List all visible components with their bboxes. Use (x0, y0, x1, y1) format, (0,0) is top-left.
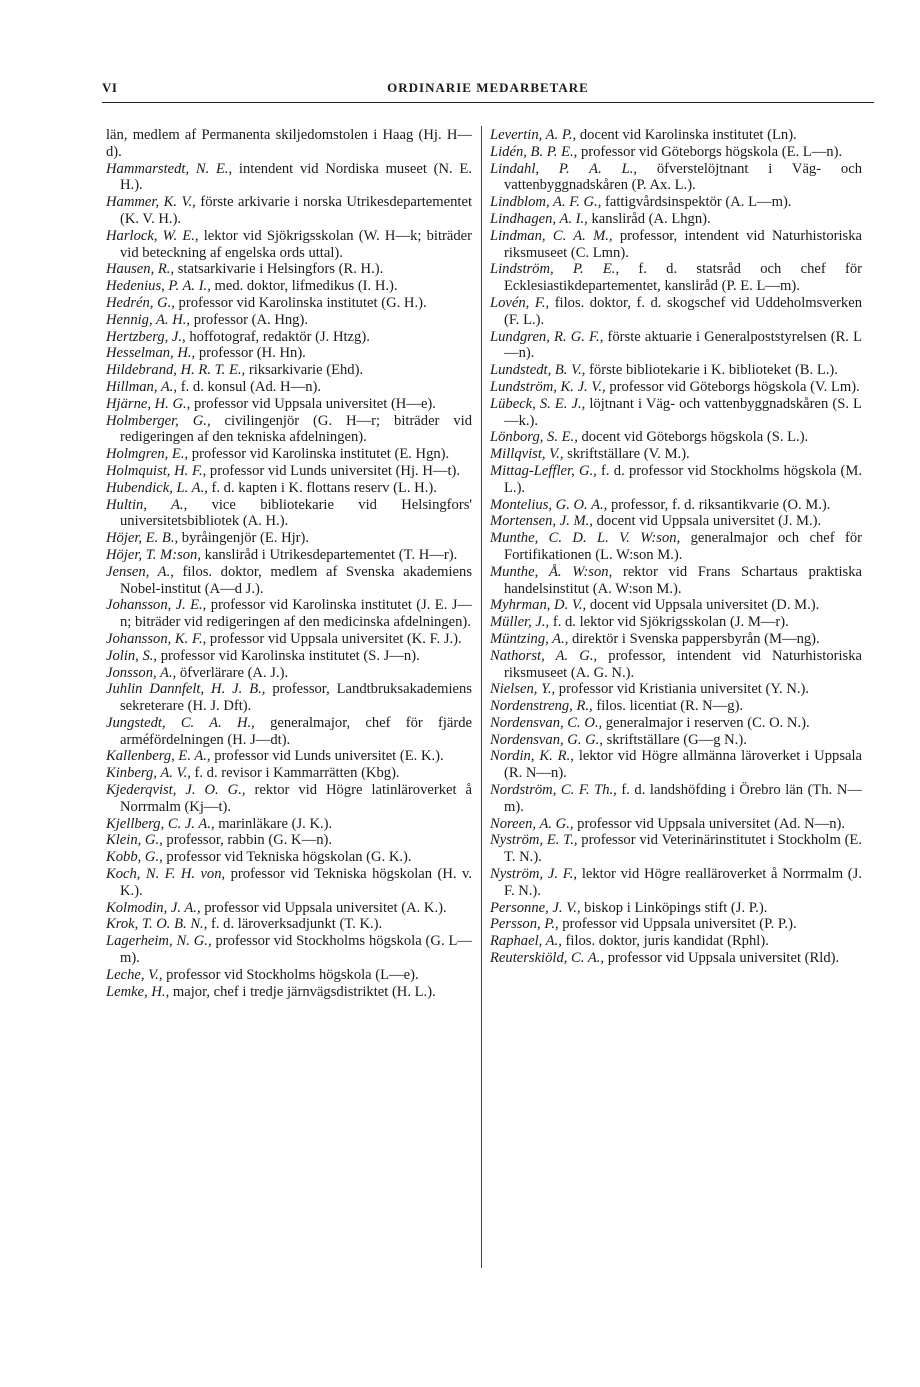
contributor-description: kansliråd (A. Lhgn). (587, 210, 711, 227)
contributor-entry (106, 597, 472, 631)
contributor-entry (490, 530, 862, 564)
contributor-entry (490, 698, 862, 715)
contributor-entry (490, 329, 862, 363)
contributor-description: docent vid Uppsala universitet (D. M.). (586, 597, 820, 614)
contributor-description: civilingenjör (G. H—r; biträder vid redigeringen af den tekniska afdelningen). (120, 412, 473, 446)
contributor-name: Levertin, A. P., (490, 127, 577, 143)
contributor-name: Lidén, B. P. E., (490, 143, 578, 160)
contributor-entry (106, 127, 472, 161)
contributor-name: Kjederqvist, J. O. G., (106, 782, 246, 799)
left-column (106, 127, 472, 1000)
contributor-name: Hjärne, H. G., (106, 395, 191, 412)
contributor-name: Jolin, S., (106, 647, 158, 664)
contributor-name: Reuterskiöld, C. A., (490, 950, 605, 967)
contributor-description: skriftställare (V. M.). (563, 446, 690, 463)
contributor-entry (106, 446, 472, 463)
contributor-name: Lundstedt, B. V., (490, 362, 586, 379)
contributor-entry (490, 900, 862, 917)
contributor-entry (106, 984, 472, 1001)
contributor-name: Hesselman, H., (106, 345, 196, 362)
contributor-description: förste arkivarie i norska Utrikesdepartementet (K. V. H.). (120, 194, 472, 227)
contributor-description: marinläkare (J. K.). (214, 815, 333, 832)
contributor-name: Kallenberg, E. A., (106, 748, 211, 765)
contributor-name: Holmquist, H. F., (106, 462, 207, 479)
contributor-entry (106, 648, 472, 665)
contributor-entry (490, 715, 862, 732)
contributor-entry (490, 597, 862, 614)
right-column (490, 127, 862, 967)
contributor-name: Lindhagen, A. I., (490, 210, 588, 227)
contributor-name: Lindström, P. E., (490, 261, 620, 278)
contributor-entry (490, 211, 862, 228)
contributor-description: direktör i Svenska pappersbyrån (M—ng). (568, 630, 820, 647)
contributor-entry (490, 631, 862, 648)
contributor-name: Nordensvan, C. O., (490, 714, 603, 731)
contributor-description: rektor vid Frans Schartaus praktiska handelsinstitut (A. W:son M.). (504, 563, 862, 597)
contributor-description: filos. doktor, medlem af Svenska akademiens Nobel-institut (A—d J.). (120, 563, 472, 597)
contributor-name: Lindahl, P. A. L., (490, 160, 637, 177)
contributor-description: professor vid Uppsala universitet (Ad. N—n). (573, 815, 846, 832)
contributor-description: löjtnant i Väg- och vattenbyggnadskåren (S. L—k.). (504, 395, 862, 429)
contributor-entry (106, 261, 472, 278)
contributor-entry (490, 396, 862, 430)
contributor-entry (106, 312, 472, 329)
contributor-name: Lindman, C. A. M., (490, 227, 613, 244)
contributor-entry (106, 463, 472, 480)
contributor-description: öfverstelöjtnant i Väg- och vattenbyggnadskåren (P. Ax. L.). (504, 160, 863, 194)
contributor-entry (490, 362, 862, 379)
contributor-description: vice bibliotekarie vid Helsingfors' universitetsbibliotek (A. H.). (120, 496, 472, 530)
contributor-description: professor, intendent vid Naturhistoriska riksmuseet (C. Lmn). (504, 227, 862, 261)
contributor-entry (106, 194, 472, 228)
contributor-description: professor (H. Hn). (195, 345, 306, 362)
contributor-name: Hedrén, G., (106, 294, 175, 311)
contributor-description: professor vid Karolinska institutet (S. J—n). (157, 647, 420, 664)
contributor-name: Nordensvan, G. G., (490, 731, 603, 748)
contributor-entry (490, 513, 862, 530)
contributor-name: Holmgren, E., (106, 446, 189, 463)
contributor-description: rektor vid Högre latinläroverket å Norrmalm (Kj—t). (120, 782, 472, 815)
contributor-entry (490, 463, 862, 497)
contributor-name: Personne, J. V., (490, 899, 581, 916)
contributor-name: Hildebrand, H. R. T. E., (106, 362, 246, 379)
contributor-description: generalmajor, chef för fjärde arméfördelningen (H. J—dt). (120, 714, 472, 748)
contributor-entry (106, 832, 472, 849)
contributor-name: Hertzberg, J., (106, 328, 186, 345)
contributor-name: Hubendick, L. A., (106, 479, 208, 496)
contributor-description: filos. licentiat (R. N—g). (592, 698, 744, 715)
contributor-description: professor vid Lunds universitet (Hj. H—t). (206, 462, 461, 479)
contributor-description: förste bibliotekarie i K. biblioteket (B. L.). (585, 362, 838, 379)
contributor-name: Holmberger, G., (106, 412, 211, 429)
contributor-description: riksarkivarie (Ehd). (245, 362, 364, 379)
contributor-entry (490, 564, 862, 598)
contributor-description: professor vid Veterinärinstitutet i Stockholm (E. T. N.). (504, 832, 862, 866)
contributor-entry (106, 631, 472, 648)
contributor-description: professor, f. d. riksantikvarie (O. M.). (607, 496, 831, 513)
contributor-name: Montelius, G. O. A., (490, 496, 608, 513)
contributor-name: Lovén, F., (490, 294, 550, 311)
contributor-name: Lübeck, S. E. J., (490, 395, 586, 412)
contributor-entry (106, 530, 472, 547)
contributor-description: docent vid Uppsala universitet (J. M.). (592, 513, 822, 530)
contributor-description: professor vid Göteborgs högskola (V. Lm). (605, 378, 860, 395)
contributor-description: f. d. konsul (Ad. H—n). (177, 378, 321, 395)
contributor-entry (106, 665, 472, 682)
contributor-name: Persson, P., (490, 916, 559, 933)
contributor-name: Hausen, R., (106, 261, 175, 278)
contributor-name: Munthe, C. D. L. V. W:son, (490, 530, 681, 547)
contributor-entry (490, 648, 862, 682)
contributor-entry (106, 161, 472, 195)
contributor-description: generalmajor och chef för Fortifikationen (L. W:son M.). (504, 530, 862, 563)
contributor-description: intendent vid Nordiska museet (N. E. H.). (120, 160, 472, 194)
contributor-entry (106, 564, 472, 598)
contributor-entry (490, 866, 862, 900)
contributor-entry (490, 228, 862, 262)
contributor-description: f. d. läroverksadjunkt (T. K.). (207, 916, 383, 933)
contributor-name: Lagerheim, N. G., (106, 933, 212, 950)
contributor-entry (490, 446, 862, 463)
contributor-name: Jensen, A., (106, 563, 174, 580)
page-header (102, 80, 874, 102)
contributor-description: f. d. professor vid Stockholms högskola (M. L.). (504, 462, 862, 496)
contributor-name: Müller, J., (490, 614, 550, 631)
contributor-name: Nathorst, A. G., (490, 647, 598, 664)
contributor-name: Klein, G., (106, 832, 163, 849)
contributor-description: professor (A. Hng). (190, 311, 308, 328)
contributor-description: filos. doktor, f. d. skogschef vid Uddeholmsverken (F. L.). (504, 294, 862, 328)
contributor-entry (106, 866, 472, 900)
contributor-description: kansliråd i Utrikesdepartementet (T. H—r). (201, 546, 458, 563)
contributor-description: f. d. revisor i Kammarrätten (Kbg). (190, 765, 400, 782)
contributor-description: hoffotograf, redaktör (J. Htzg). (185, 328, 370, 345)
contributor-name: Mittag-Leffler, G., (490, 462, 597, 479)
contributor-name: Millqvist, V., (490, 446, 564, 463)
header-rule (102, 102, 874, 103)
contributor-description: professor vid Lunds universitet (E. K.). (210, 748, 444, 765)
contributor-name: Nyström, J. F., (490, 866, 578, 883)
contributor-name: Lundgren, R. G. F., (490, 328, 604, 345)
contributor-description: lektor vid Högre allmänna läroverket i Uppsala (R. N—n). (504, 748, 863, 782)
contributor-entry (106, 900, 472, 917)
contributor-entry (106, 715, 472, 749)
page-number: VI (102, 80, 118, 95)
contributor-name: Lindblom, A. F. G., (490, 194, 602, 211)
contributor-name: Hultin, A., (106, 496, 188, 513)
contributor-description: docent vid Karolinska institutet (Ln). (576, 127, 797, 143)
contributor-description: f. d. landshöfding i Örebro län (Th. N—m). (504, 782, 862, 815)
contributor-name: Kolmodin, J. A., (106, 899, 201, 916)
contributor-name: Kobb, G., (106, 849, 163, 866)
contributor-description: professor vid Karolinska institutet (G. H.). (174, 294, 427, 311)
contributor-description: professor vid Tekniska högskolan (G. K.). (162, 849, 412, 866)
contributor-entry (490, 194, 862, 211)
contributor-entry (490, 832, 862, 866)
contributor-entry (106, 278, 472, 295)
contributor-description: professor vid Uppsala universitet (P. P.). (558, 916, 797, 933)
contributor-entry (490, 497, 862, 514)
contributor-entry (490, 732, 862, 749)
contributor-name: Kinberg, A. V., (106, 765, 191, 782)
contributor-description: med. doktor, lifmedikus (I. H.). (210, 278, 398, 295)
contributor-name: Mortensen, J. M., (490, 513, 593, 530)
contributor-description: professor vid Göteborgs högskola (E. L—n). (577, 143, 843, 160)
contributor-entry (490, 933, 862, 950)
contributor-description: byråingenjör (E. Hjr). (178, 530, 310, 547)
contributor-name: Höjer, T. M:son, (106, 546, 201, 563)
contributor-name: Nordenstreng, R., (490, 698, 593, 715)
contributor-entry (106, 547, 472, 564)
contributor-name: Leche, V., (106, 966, 163, 983)
column-divider (481, 126, 482, 1268)
contributor-description: f. d. lektor vid Sjökrigsskolan (J. M—r). (549, 614, 789, 631)
contributor-description: filos. doktor, juris kandidat (Rphl). (561, 933, 769, 950)
contributor-name: Hennig, A. H., (106, 311, 191, 328)
contributor-description: öfverlärare (A. J.). (176, 664, 289, 681)
contributor-name: Jungstedt, C. A. H., (106, 714, 255, 731)
contributor-entry (490, 681, 862, 698)
contributor-entry (106, 849, 472, 866)
contributor-entry (490, 782, 862, 816)
contributor-entry (490, 379, 862, 396)
contributor-description: professor vid Kristiania universitet (Y. N.). (555, 681, 810, 698)
contributor-description: generalmajor i reserven (C. O. N.). (602, 714, 810, 731)
contributor-description: professor vid Tekniska högskolan (H. v. K.). (120, 866, 472, 899)
contributor-name: Juhlin Dannfelt, H. J. B., (106, 681, 266, 698)
contributor-entry (106, 228, 472, 262)
contributor-description: professor, rabbin (G. K—n). (162, 832, 332, 849)
contributor-entry (106, 379, 472, 396)
contributor-entry (490, 127, 862, 144)
contributor-entry (490, 748, 862, 782)
contributor-entry (106, 765, 472, 782)
contributor-entry (490, 614, 862, 631)
contributor-name: Raphael, A., (490, 933, 562, 950)
contributor-entry (106, 413, 472, 447)
contributor-entry (106, 480, 472, 497)
contributor-entry (106, 295, 472, 312)
contributor-description: skriftställare (G—g N.). (602, 731, 747, 748)
contributor-name: Johansson, K. F., (106, 630, 207, 647)
contributor-name: Hammarstedt, N. E., (106, 160, 233, 177)
contributor-entry (490, 816, 862, 833)
contributor-name: Müntzing, A., (490, 630, 569, 647)
contributor-entry (490, 144, 862, 161)
contributor-entry (490, 261, 862, 295)
contributor-name: Myhrman, D. V., (490, 597, 587, 614)
contributor-entry (490, 916, 862, 933)
contributor-name: Hammer, K. V., (106, 194, 196, 211)
contributor-name: Lönborg, S. E., (490, 429, 578, 446)
contributor-name: Lundström, K. J. V., (490, 378, 606, 395)
contributor-description: län, medlem af Permanenta skiljedomstolen i Haag (Hj. H—d). (106, 127, 472, 160)
contributor-entry (106, 933, 472, 967)
contributor-name: Hillman, A., (106, 378, 178, 395)
contributor-name: Noreen, A. G., (490, 815, 574, 832)
contributor-description: f. d. statsråd och chef för Ecklesiastikdepartementet, kansliråd (P. E. L—m). (504, 261, 862, 295)
contributor-entry (106, 345, 472, 362)
contributor-description: förste aktuarie i Generalpoststyrelsen (R. L—n). (504, 328, 862, 362)
contributor-description: professor, intendent vid Naturhistoriska riksmuseet (A. G. N.). (504, 647, 862, 681)
contributor-name: Harlock, W. E., (106, 227, 199, 244)
contributor-name: Koch, N. F. H. von, (106, 866, 226, 883)
contributor-description: biskop i Linköpings stift (J. P.). (580, 899, 768, 916)
contributor-name: Hedenius, P. A. I., (106, 278, 211, 295)
contributor-entry (106, 816, 472, 833)
contributor-description: professor vid Stockholms högskola (G. L—m). (120, 933, 472, 967)
contributor-entry (106, 782, 472, 816)
contributor-description: fattigvårdsinspektör (A. L—m). (601, 194, 792, 211)
contributor-name: Nordin, K. R., (490, 748, 574, 765)
running-head: ORDINARIE MEDARBETARE (387, 80, 589, 95)
contributor-entry (106, 681, 472, 715)
contributor-name: Nielsen, Y., (490, 681, 556, 698)
contributor-entry (490, 161, 862, 195)
contributor-entry (106, 329, 472, 346)
contributor-entry (106, 362, 472, 379)
contributor-entry (490, 429, 862, 446)
contributor-entry (106, 497, 472, 531)
contributor-description: docent vid Göteborgs högskola (S. L.). (577, 429, 809, 446)
contributor-entry (106, 916, 472, 933)
contributor-description: lektor vid Högre realläroverket å Norrmalm (J. F. N.). (504, 866, 862, 899)
contributor-name: Munthe, Å. W:son, (490, 563, 613, 580)
contributor-description: f. d. kapten i K. flottans reserv (L. H.). (207, 479, 437, 496)
contributor-entry (106, 396, 472, 413)
contributor-entry (106, 967, 472, 984)
contributor-description: professor vid Uppsala universitet (K. F. J.). (206, 630, 462, 647)
contributor-description: professor vid Stockholms högskola (L—e). (162, 966, 419, 983)
contributor-name: Nordström, C. F. Th., (490, 782, 617, 799)
contributor-description: professor, Landtbruksakademiens sekreterare (H. J. Dft). (120, 681, 472, 715)
contributor-name: Nyström, E. T., (490, 832, 578, 849)
contributor-name: Johansson, J. E., (106, 597, 207, 614)
contributor-description: professor vid Uppsala universitet (H—e). (190, 395, 436, 412)
contributor-description: professor vid Uppsala universitet (Rld). (604, 950, 840, 967)
contributor-entry (106, 748, 472, 765)
contributor-name: Höjer, E. B., (106, 530, 179, 547)
contributor-entry (490, 950, 862, 967)
contributor-description: professor vid Karolinska institutet (E. Hgn). (188, 446, 450, 463)
contributor-name: Kjellberg, C. J. A., (106, 815, 215, 832)
contributor-name: Lemke, H., (106, 983, 170, 1000)
contributor-description: lektor vid Sjökrigsskolan (W. H—k; biträder vid beteckning af engelska ords uttal). (120, 227, 472, 261)
contributor-name: Jonsson, A., (106, 664, 177, 681)
contributor-description: statsarkivarie i Helsingfors (R. H.). (174, 261, 384, 278)
contributor-description: professor vid Uppsala universitet (A. K.). (200, 899, 447, 916)
contributor-description: major, chef i tredje järnvägsdistriktet (H. L.). (169, 983, 436, 1000)
contributor-description: professor vid Karolinska institutet (J. E. J—n; biträder vid redigeringen af den medicinska afdelningen). (120, 597, 472, 631)
contributor-name: Krok, T. O. B. N., (106, 916, 208, 933)
contributor-entry (490, 295, 862, 329)
